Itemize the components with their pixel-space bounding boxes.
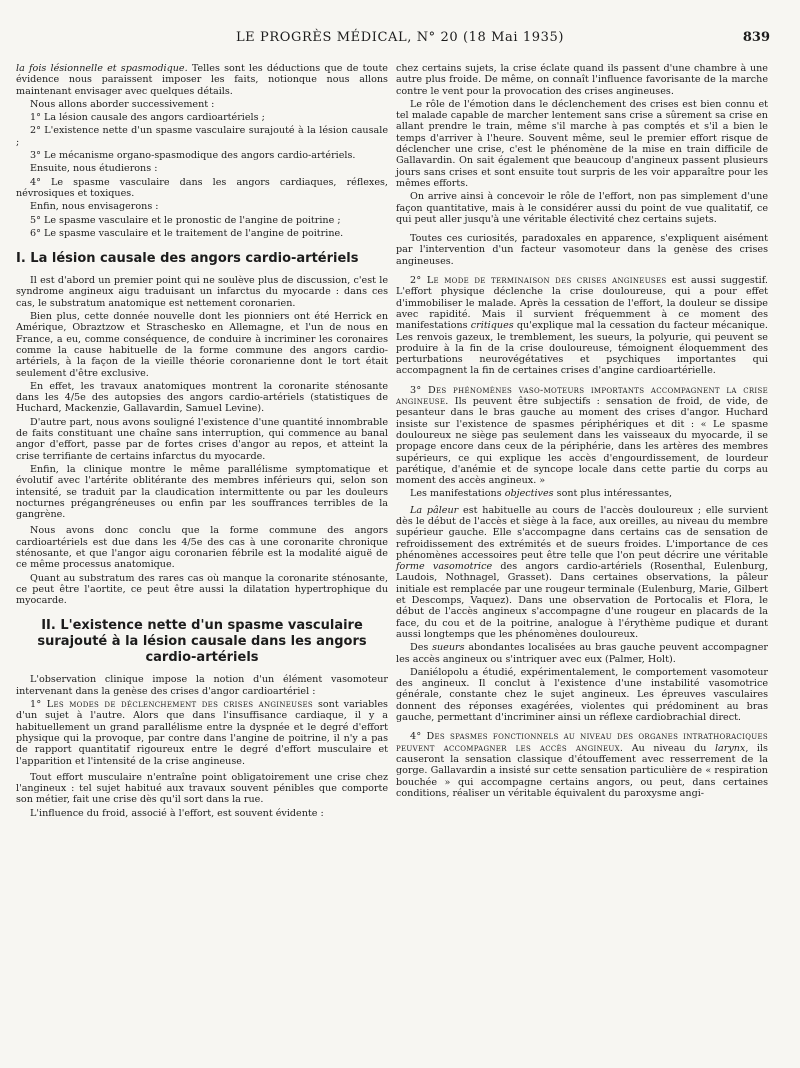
section-title-2: II. L'existence nette d'un spasme vasculaire surajouté à la lésion causale dans les angors cardio-artériels [37, 618, 367, 666]
paragraph: Quant au substratum des rares cas où manque la coronarite sténosante, ce peut être l'aortite, ce peut être aussi la dilatation hypertrophique du myocarde. [16, 572, 388, 607]
lead-text: 4° Des spasmes fonctionnels au niveau des organes intrathoraciques peuvent accompagner les accès angineux. [396, 731, 768, 754]
paragraph: Nous allons aborder successivement : [30, 98, 215, 110]
paragraph-text: Telles sont les déductions que de toute évidence nous paraissent imposer les faits, notionque nous allons maintenant envisager avec quelques détails. [16, 63, 388, 97]
paragraph: Enfin, la clinique montre le même parallélisme symptomatique et évolutif avec l'artérite oblitérante des membres inférieurs qui, selon son intensité, se traduit par la claudication intermittente ou par les douleurs nocturnes prégangréneuses ou enfin par les souffrances terribles de la gangrène. [16, 463, 388, 521]
paragraph: Tout effort musculaire n'entraîne point obligatoirement une crise chez l'angineux : tel sujet habitué aux travaux souvent pénibles que comporte son métier, fait une crise dès qu'il sort dans la rue. [16, 771, 388, 806]
running-title: LE PROGRÈS MÉDICAL, N° 20 (18 Mai 1935) [235, 30, 565, 45]
running-head [0, 30, 800, 50]
paragraph [396, 275, 768, 377]
paragraph [396, 642, 768, 665]
paragraph: L'observation clinique impose la notion d'un élément vasomoteur intervenant dans la genèse des crises d'angor cardioartériel : [16, 674, 388, 697]
paragraph: Ensuite, nous étudierons : [30, 163, 158, 175]
paragraph: Bien plus, cette donnée nouvelle dont les pionniers ont été Herrick en Amérique, Obraztzow et Straschesko en Allemagne, et l'un de nous en France, a eu, comme conséquence, de conduire à incriminer les coronaires comme la cause habituelle de la forme commune des angors cardio-artériels, à la façon de la vieille théorie coronarienne dont le tort était seulement d'être exclusive. [16, 311, 388, 379]
paragraph: chez certains sujets, la crise éclate quand ils passent d'une chambre à une autre plus froide. De même, on connaît l'influence favorisante de la marche contre le vent pour la provocation des crises angineuses. [396, 63, 768, 97]
paragraph-text: sont plus intéressantes, [556, 488, 673, 500]
paragraph [396, 385, 768, 487]
italic-text: larynx [714, 742, 746, 754]
paragraph: Daniélopolu a étudié, expérimentalement, le comportement vasomoteur des angineux. Il conclut à l'existence d'une instabilité vasomotrice générale, constante chez le sujet angineux. Les épreuves vasculaires donnent des réponses exagérées, violentes qui prédominent au bras gauche, permettant d'incriminer ainsi un réflexe cardiobrachial direct. [396, 666, 768, 724]
paragraph: Toutes ces curiosités, paradoxales en apparence, s'expliquent aisément par l'intervention d'un facteur vasomoteur dans la genèse des crises angineuses. [396, 233, 768, 267]
paragraph: Enfin, nous envisagerons : [30, 201, 159, 213]
right-column [396, 63, 768, 801]
paragraph-text: Au niveau du [631, 742, 707, 754]
section-title-1: I. La lésion causale des angors cardio-artériels [16, 251, 359, 267]
italic-text: objectives [504, 488, 554, 500]
list-item: 3° Le mécanisme organo-spasmodique des angors cardio-artériels. [30, 150, 356, 162]
paragraph [16, 63, 388, 97]
paragraph: On arrive ainsi à concevoir le rôle de l'effort, non pas simplement d'une façon quantitative, mais à le considérer aussi du point de vue qualitatif, ce qui peut aller jusqu'à une véritable électivité chez certains sujets. [396, 191, 768, 225]
list-item: 1° La lésion causale des angors cardioartériels ; [30, 112, 265, 124]
paragraph: Le rôle de l'émotion dans le déclenchement des crises est bien connu et tel malade capable de marcher lentement sans crise a sûrement sa crise en allant prendre le train, même s'il marche à pas comptés et s'il a bien le temps d'arriver à l'heure. Souvent même, seul le premier effort risque de déclencher une crise, c'est le phénomène de la mise en train difficile de Gallavardin. On sait également que beaucoup d'angineux passent plusieurs jours sans crises et sont ensuite tout surpris de les voir apparaître pour les mêmes efforts. [396, 98, 768, 189]
paragraph: Nous avons donc conclu que la forme commune des angors cardioartériels est due dans les 4/5e des cas à une coronarite chronique sténosante, et que l'angor aigu coronarien fébrile est la modalité aiguë de ce même processus anatomique. [16, 525, 388, 571]
paragraph [396, 731, 768, 799]
italic-text: La pâleur [410, 504, 459, 516]
paragraph-text: est habituelle au cours de l'accès douloureux ; elle survient dès le début de l'accès et siège à la face, aux oreilles, au niveau du membre supérieur gauche. Elle s'accompagne dans certains cas de sensation de refroidissement des extrémités et de sueurs froides. L'importance de ces phénomènes accessoires peut être telle que l'on peut décrire une véritable [396, 504, 768, 561]
paragraph-text: , ils causeront la sensation classique d'étouffement avec resserrement de la gorge. Gallavardin a insisté sur cette sensation particulière de « respiration bouchée » qui accompagne certains angors, ou peut, dans certaines conditions, réaliser un véritable équivalent du paroxysme angi- [396, 742, 768, 799]
list-item: 2° L'existence nette d'un spasme vasculaire surajouté à la lésion causale ; [16, 125, 388, 148]
paragraph: L'influence du froid, associé à l'effort, est souvent évidente : [30, 807, 324, 819]
paragraph: Il est d'abord un premier point qui ne soulève plus de discussion, c'est le syndrome angineux aigu traduisant un infarctus du myocarde : dans ces cas, le substratum anatomique est nettement coronarien. [16, 275, 388, 309]
list-item: 4° Le spasme vasculaire dans les angors cardiaques, réflexes, névrosiques et toxiques. [16, 176, 388, 199]
paragraph-text: est aussi suggestif. L'effort physique déclenche la crise douloureuse, qui a pour effet d'immobiliser le malade. Après la cessation de l'effort, la douleur se dissipe avec rapidité. Mais il survient fréquemment à ce moment des manifestations [396, 275, 768, 332]
italic-text: forme vasomotrice [396, 561, 493, 573]
paragraph [396, 488, 768, 499]
paragraph-text: abondantes localisées au bras gauche peuvent accompagner les accès angineux ou s'intriquer avec eux (Palmer, Holt). [396, 642, 768, 665]
italic-text: critiques [470, 320, 514, 332]
lead-text: 3° Des phénomènes vaso-moteurs importants accompagnent la crise angineuse. [396, 384, 768, 408]
list-item: 5° Le spasme vasculaire et le pronostic de l'angine de poitrine ; [30, 214, 341, 226]
page-number: 839 [742, 30, 770, 45]
lead-text: 1° Les modes de déclenchement des crises angineuses [30, 699, 313, 711]
italic-text: sueurs [432, 642, 465, 654]
lead-text: 2° Le mode de terminaison des crises angineuses [410, 275, 667, 287]
paragraph-text: sont variables d'un sujet à l'autre. Alors que dans l'insuffisance cardiaque, il y a habituellement un grand parallélisme entre la dyspnée et le degré d'effort physique qui la provoque, par contre dans l'angine de poitrine, il n'y a pas de rapport quantitatif rigoureux entre le degré d'effort musculaire et l'apparition et l'intensité de la crise angineuse. [16, 699, 388, 767]
paragraph: En effet, les travaux anatomiques montrent la coronarite sténosante dans les 4/5e des autopsies des angors cardio-artériels (statistiques de Huchard, Mackenzie, Gallavardin, Samuel Levine). [16, 380, 388, 415]
paragraph: D'autre part, nous avons souligné l'existence d'une quantité innombrable de faits constituant une chaîne sans interruption, qui commence au banal angor d'effort, passe par de fortes crises d'angor au repos, et atteint la crise terrifiante de certains infarctus du myocarde. [16, 416, 388, 462]
list-item: 6° Le spasme vasculaire et le traitement de l'angine de poitrine. [30, 227, 344, 239]
paragraph-text: qu'explique mal la cessation du facteur mécanique. Les renvois gazeux, le tremblement, les sueurs, la polyurie, qui peuvent se produire à la fin de la crise douloureuse, témoignent éloquemment des perturbations neurovégétatives et psychiques importantes qui accompagnent la fin de certaines crises d'angine cardioartérielle. [396, 320, 768, 377]
italic-text: la fois lésionnelle et spasmodique. [16, 63, 188, 74]
paragraph [16, 699, 388, 767]
paragraph-text: des angors cardio-artériels (Rosenthal, Eulenburg, Laudois, Nothnagel, Grasset). Dans certaines observations, la pâleur initiale est remplacée par une rougeur terminale (Eulenburg, Marie, Gilbert et Descomps, Vaquez). Dans une observation de Portocalis et Flora, le début de l'accès angineux s'accompagne d'une rougeur en placards de la face, du cou et de la poitrine, analogue à l'érythème pudique et durant aussi longtemps que les phénomènes douloureux. [396, 561, 768, 640]
paragraph-text: Ils peuvent être subjectifs : sensation de froid, de vide, de pesanteur dans le bras gauche au moment des crises d'angor. Huchard insiste sur l'existence de spasmes périphériques et dit : « Le spasme douloureux ne siège pas seulement dans les vaisseaux du myocarde, il se propage encore dans ceux de la périphérie, dans les artères des membres supérieurs, ce qui explique les accès d'engourdissement, de lourdeur parétique, d'anémie et de syncope locale dans cette partie du corps au moment des accès angineux. » [396, 396, 768, 487]
left-column [16, 63, 388, 821]
paragraph [396, 505, 768, 641]
paragraph-text: Des [410, 642, 429, 654]
paragraph-text: Les manifestations [410, 488, 502, 500]
